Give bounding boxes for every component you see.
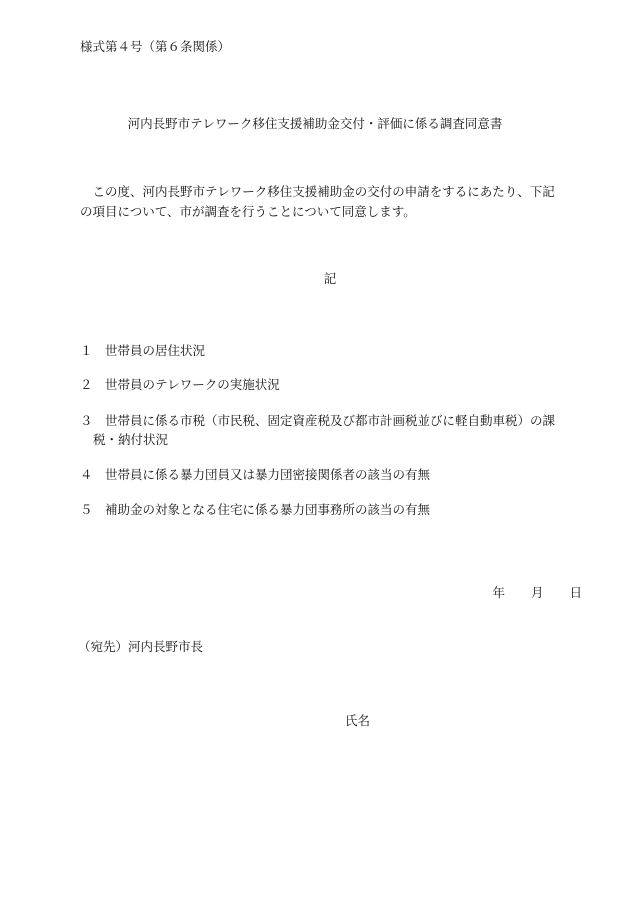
form-number: 様式第４号（第６条関係） [80, 39, 231, 54]
item-4-text: 世帯員に係る暴力団員又は暴力団密接関係者の該当の有無 [105, 467, 431, 482]
item-1-number: １ [80, 343, 93, 358]
item-3-number: ３ [80, 413, 93, 428]
item-3-text-continuation: 税・納付状況 [93, 432, 169, 447]
item-4-number: ４ [80, 467, 93, 482]
date-day: 日 [569, 585, 582, 600]
date-year: 年 [492, 585, 505, 600]
item-2-text: 世帯員のテレワークの実施状況 [105, 377, 280, 392]
ki-heading: 記 [323, 271, 337, 286]
item-5-number: ５ [80, 502, 93, 517]
intro-paragraph-line-2: の項目について、市が調査を行うことについて同意します。 [80, 204, 416, 219]
date-month: 月 [530, 585, 544, 600]
item-2-number: ２ [80, 377, 93, 392]
addressee: （宛先）河内長野市長 [78, 639, 204, 654]
name-label: 氏名 [345, 713, 371, 728]
document-title: 河内長野市テレワーク移住支援補助金交付・評価に係る調査同意書 [127, 116, 503, 131]
date-line [492, 587, 582, 600]
item-5-text: 補助金の対象となる住宅に係る暴力団事務所の該当の有無 [105, 502, 431, 517]
intro-paragraph-line-1 [80, 186, 555, 199]
item-3-text: 世帯員に係る市税（市民税、固定資産税及び都市計画税並びに軽自動車税）の課 [105, 413, 556, 428]
item-1-text: 世帯員の居住状況 [105, 343, 206, 358]
intro-line-1-text: この度、河内長野市テレワーク移住支援補助金の交付の申請をするにあたり、下記 [92, 184, 555, 199]
